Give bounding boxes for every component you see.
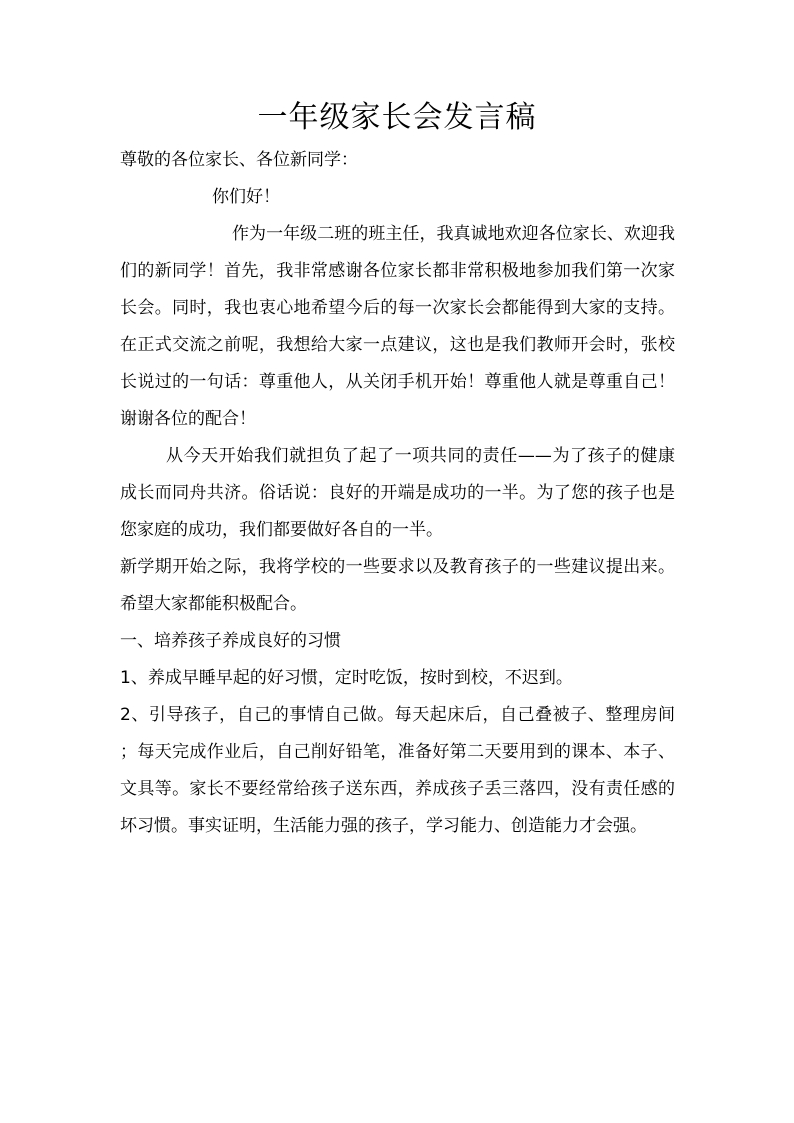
greeting-line: 尊敬的各位家长、各位新同学：	[120, 150, 358, 170]
document-title: 一年级家长会发言稿	[257, 100, 537, 135]
document-body	[120, 142, 675, 845]
section-heading: 一、培养孩子养成良好的习惯	[120, 631, 341, 651]
hello-line: 你们好！	[212, 187, 280, 207]
paragraph-new-semester: 新学期开始之际，我将学校的一些要求以及教育孩子的一些建议提出来。希望大家都能积极配合。	[120, 557, 675, 614]
paragraph-responsibility: 从今天开始我们就担负了起了一项共同的责任——为了孩子的健康成长而同舟共济。俗话说：良好的开端是成功的一半。为了您的孩子也是您家庭的成功，我们都要做好各自的一半。	[120, 446, 675, 540]
paragraph-welcome: 作为一年级二班的班主任，我真诚地欢迎各位家长、欢迎我们的新同学！首先，我非常感谢各位家长都非常积极地参加我们第一次家长会。同时，我也衷心地希望今后的每一次家长会都能得到大家的支持。在正式交流之前呢，我想给大家一点建议，这也是我们教师开会时，张校长说过的一句话：尊重他人，从关闭手机开始！尊重他人就是尊重自己！谢谢各位的配合！	[120, 224, 675, 429]
list-item: 2、引导孩子，自己的事情自己做。每天起床后，自己叠被子、整理房间 ；每天完成作业后，自己削好铅笔，准备好第二天要用到的课本、本子、文具等。家长不要经常给孩子送东西，养成孩子丢三落四，没有责任感的坏习惯。事实证明，生活能力强的孩子，学习能力、创造能力才会强。	[120, 705, 675, 836]
list-item: 1、养成早睡早起的好习惯，定时吃饭，按时到校，不迟到。	[120, 668, 573, 688]
